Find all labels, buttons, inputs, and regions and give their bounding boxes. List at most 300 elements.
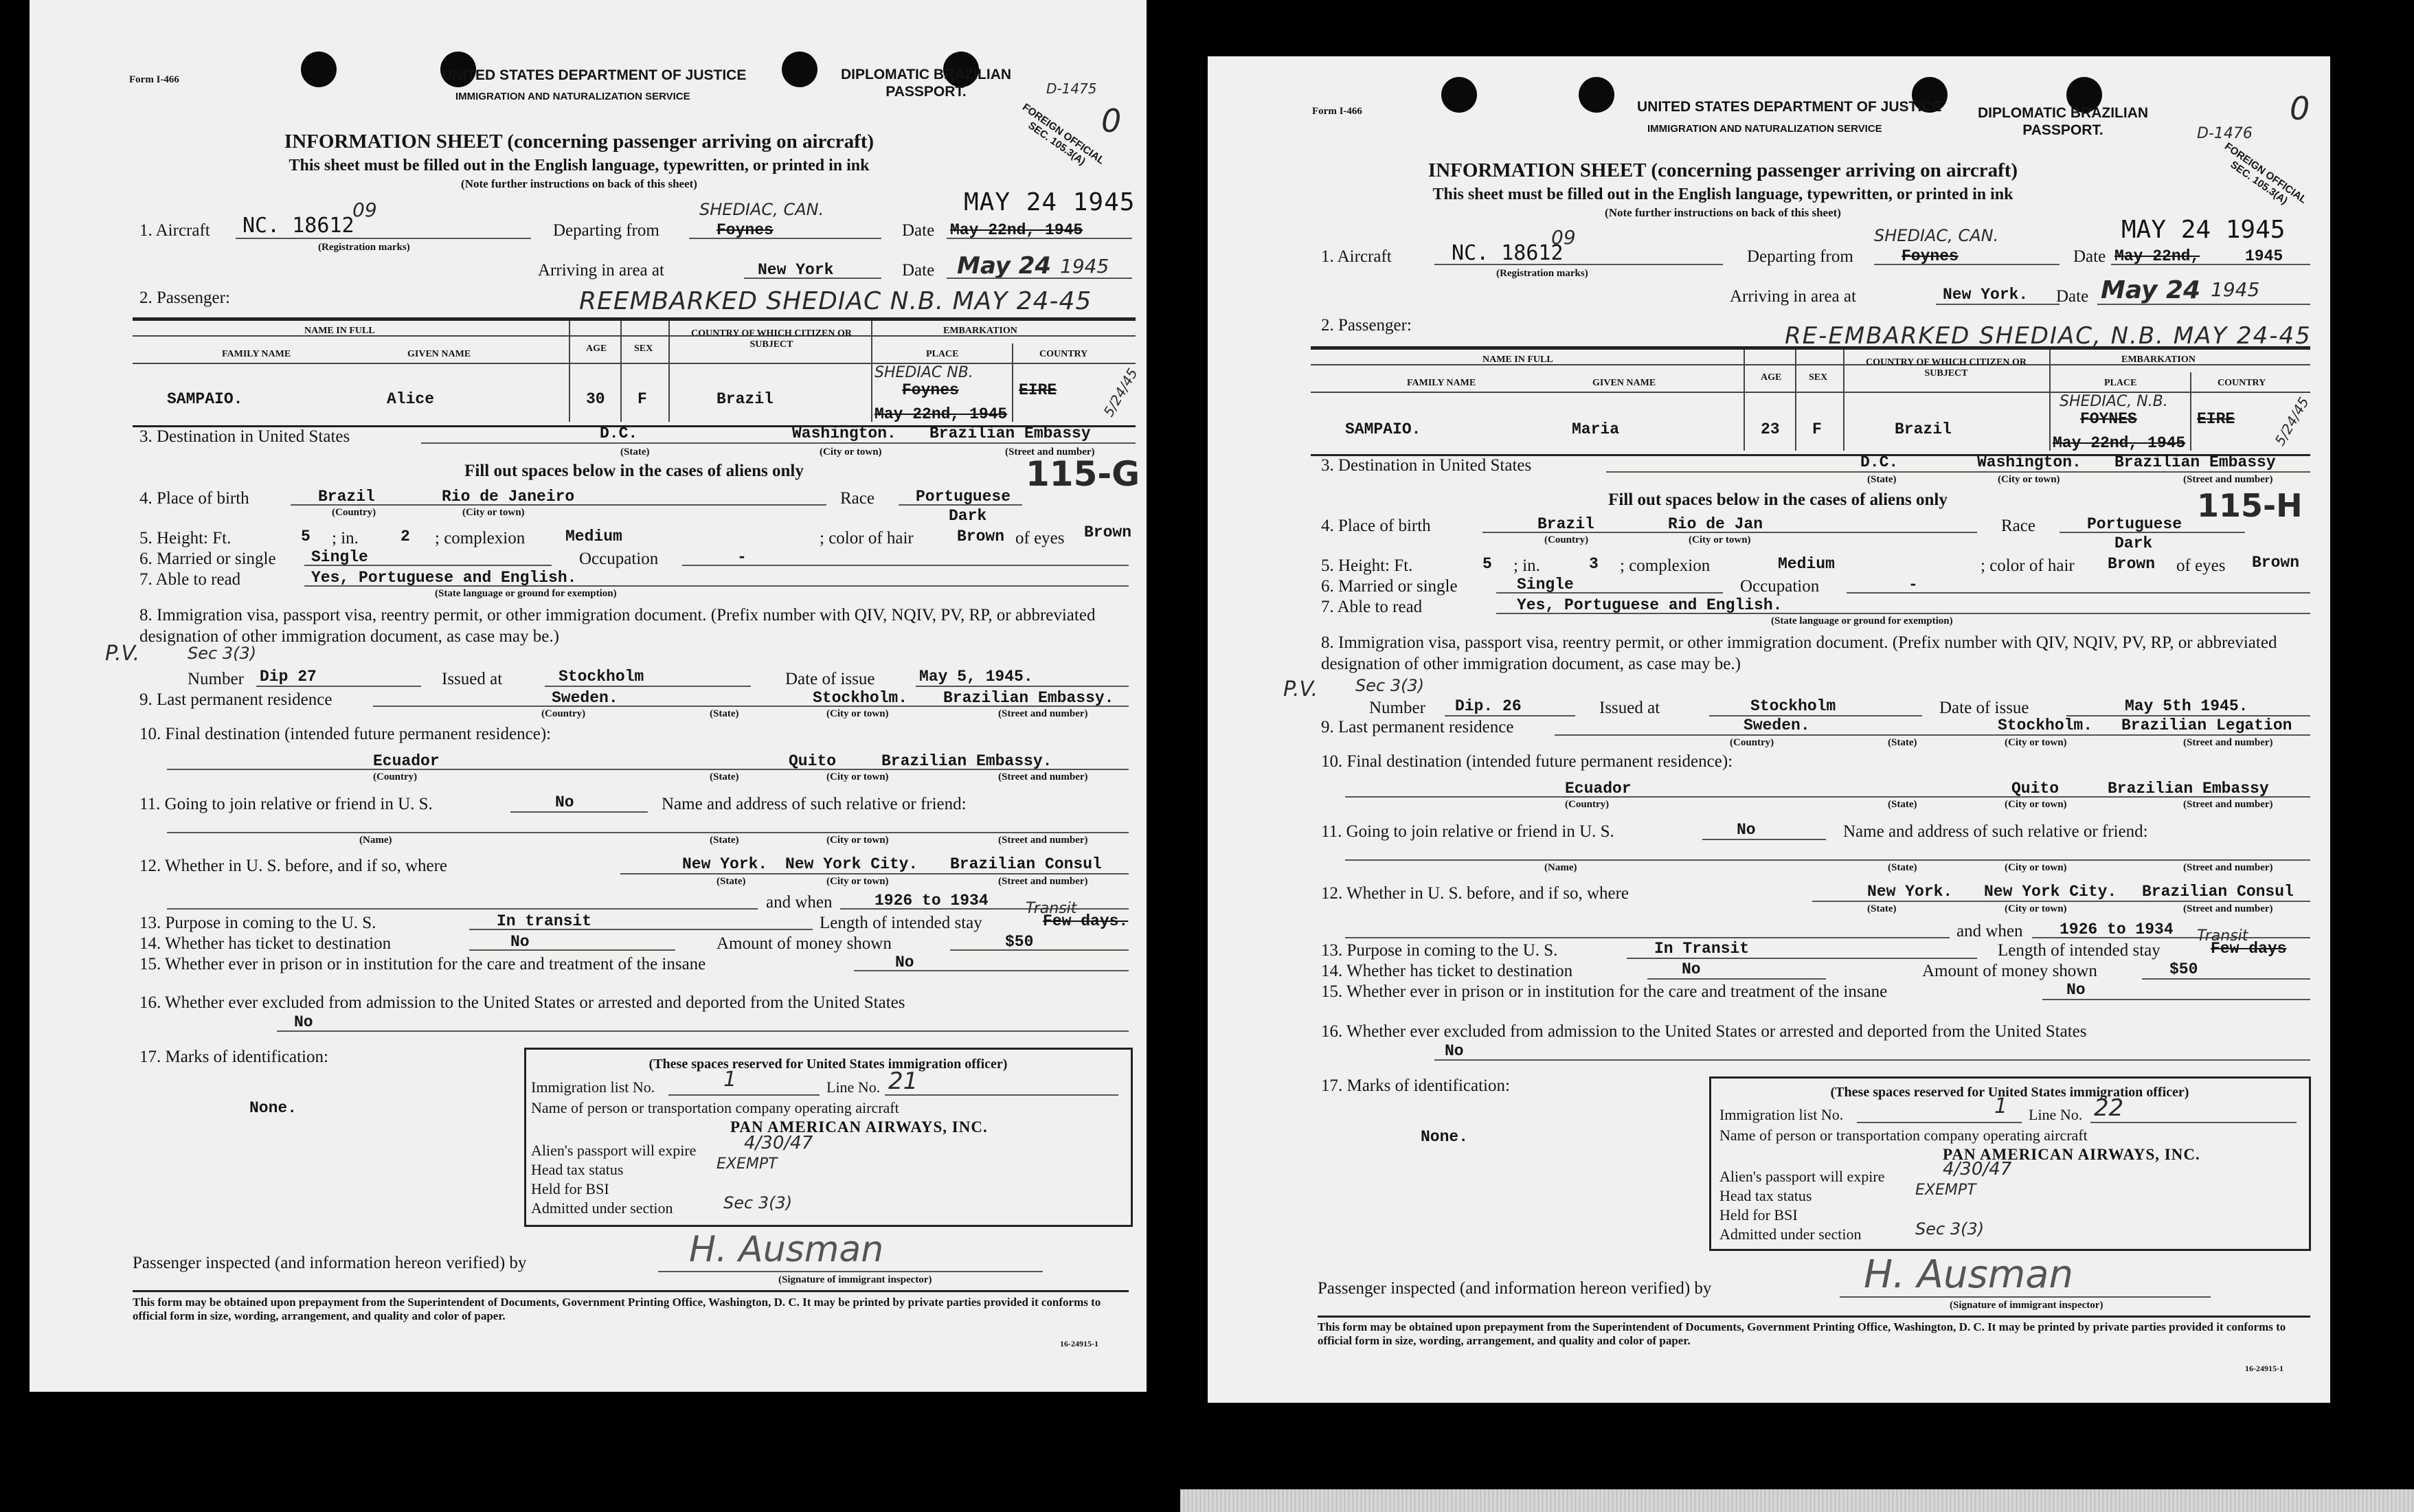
head-tax-label: Head tax status	[1719, 1187, 1812, 1204]
punch-hole	[301, 52, 337, 87]
prior-visit-state: New York.	[682, 855, 768, 873]
ticket: No	[1682, 960, 1701, 978]
agency-name: UNITED STATES DEPARTMENT OF JUSTICE	[1637, 99, 1942, 115]
issued-at-label: Issued at	[1599, 699, 1660, 717]
document-number: D-1475	[1046, 80, 1097, 97]
passenger-label: 2. Passenger:	[1321, 316, 1412, 335]
footer-text: This form may be obtained upon prepayment from the Superintendent of Documents, Government Printing Office, Washington, D. C. It may be printed by private parties provided it conforms to official form in size, wording, arrangement, and quality and color of paper.	[1318, 1320, 2286, 1348]
aircraft-number: NC. 18612	[242, 214, 354, 238]
circle-mark: 0	[1101, 102, 1122, 139]
married-label: 6. Married or single	[139, 550, 276, 568]
read-label: 7. Able to read	[1321, 598, 1423, 616]
birth-country: Brazil	[318, 488, 375, 506]
visa-label: 8. Immigration visa, passport visa, reentry permit, or other immigration document. (Prefix number with QIV, NQIV, PV, RP, or abbreviated designation of other immigration document, as case may be.)	[139, 606, 1096, 646]
purpose-label: 13. Purpose in coming to the U. S.	[1321, 941, 1558, 960]
citizenship: Brazil	[1895, 420, 1952, 438]
street-caption: (Street and number)	[2183, 799, 2273, 810]
state-caption: (State)	[710, 835, 739, 846]
place-header: PLACE	[926, 349, 959, 359]
passport-expiry: 4/30/47	[744, 1133, 813, 1153]
departing-handwritten: SHEDIAC, CAN.	[1874, 226, 1999, 245]
street-caption: (Street and number)	[998, 835, 1088, 846]
visa-number: Dip. 26	[1455, 697, 1522, 715]
marks-label: 17. Marks of identification:	[139, 1048, 328, 1066]
company-name: PAN AMERICAN AIRWAYS, INC.	[1943, 1146, 2200, 1163]
prior-visit-years: 1926 to 1934	[875, 892, 989, 910]
company-label: Name of person or transportation company operating aircraft	[531, 1099, 899, 1116]
city-caption: (City or town)	[826, 771, 889, 782]
departing-place: Foynes	[717, 221, 774, 239]
ticket: No	[510, 933, 530, 951]
race-note: Dark	[2114, 534, 2153, 552]
street-caption: (Street and number)	[998, 876, 1088, 887]
destination-city: Washington.	[1977, 453, 2082, 471]
circle-mark: 0	[2290, 90, 2310, 127]
footer-code: 16-24915-1	[2245, 1364, 2283, 1373]
country-citizen-header: COUNTRY OF WHICH CITIZEN OR SUBJECT	[691, 328, 852, 350]
embarkation-country: EIRE	[2197, 410, 2235, 428]
birth-label: 4. Place of birth	[139, 489, 249, 508]
height-label: 5. Height: Ft.	[139, 529, 232, 548]
ticket-label: 14. Whether has ticket to destination	[139, 934, 392, 953]
issued-at-label: Issued at	[442, 670, 503, 688]
head-tax-status: EXEMPT	[1915, 1182, 1976, 1199]
residence-street: Brazilian Legation	[2121, 716, 2292, 734]
stay-label: Length of intended stay	[1998, 941, 2161, 960]
family-name: SAMPAIO.	[1345, 420, 1421, 438]
final-country: Ecuador	[1565, 780, 1632, 798]
list-number-label: Immigration list No.	[531, 1079, 655, 1096]
issued-at: Stockholm	[1750, 697, 1836, 715]
aircraft-number: NC. 18612	[1452, 241, 1564, 265]
foreign-official-stamp: FOREIGN OFFICIAL SEC. 105.3(A)	[1020, 101, 1107, 168]
final-destination-label: 10. Final destination (intended future permanent residence):	[139, 725, 552, 743]
state-caption: (State)	[1888, 737, 1917, 748]
age: 30	[586, 390, 605, 408]
foreign-official-stamp: FOREIGN OFFICIAL SEC. 105.3(A)	[2222, 140, 2309, 207]
complexion: Medium	[1778, 555, 1835, 573]
money-shown: $50	[1005, 933, 1034, 951]
race-label: Race	[840, 489, 875, 508]
admitted-label: Admitted under section	[531, 1199, 673, 1217]
state-caption: (State)	[1888, 799, 1917, 810]
given-name-header: GIVEN NAME	[407, 349, 471, 359]
identification-marks: None.	[1421, 1128, 1469, 1146]
state-caption: (State)	[1888, 862, 1917, 873]
join-name-label: Name and address of such relative or friend:	[1843, 822, 2148, 841]
state-caption: (State)	[710, 771, 739, 782]
sex: F	[638, 390, 647, 408]
state-caption: (State)	[620, 447, 650, 458]
embarkation-date-note: 5/24/45	[1100, 365, 1141, 420]
date-label: Date	[902, 221, 935, 240]
city-caption: (City or town)	[2005, 737, 2067, 748]
form-title: INFORMATION SHEET (concerning passenger arriving on aircraft)	[284, 131, 875, 153]
ticket-label: 14. Whether has ticket to destination	[1321, 962, 1573, 980]
hair-label: ; color of hair	[1981, 556, 2075, 575]
issue-date: May 5, 1945.	[919, 668, 1033, 686]
purpose-label: 13. Purpose in coming to the U. S.	[139, 914, 376, 932]
reembarked-note: RE-EMBARKED SHEDIAC, N.B. MAY 24-45	[1785, 322, 2312, 350]
sex-header: SEX	[1809, 372, 1828, 383]
hair-color: Brown	[2108, 555, 2156, 573]
officer-section-heading: (These spaces reserved for United States immigration officer)	[1830, 1085, 2189, 1100]
eye-color: Brown	[1084, 523, 1132, 541]
agency-name: UNITED STATES DEPARTMENT OF JUSTICE	[442, 67, 747, 83]
given-name-header: GIVEN NAME	[1592, 378, 1656, 388]
money-label: Amount of money shown	[1922, 962, 2097, 980]
birth-city: Rio de Janeiro	[442, 488, 575, 506]
country-caption: (Country)	[332, 507, 376, 518]
street-caption: (Street and number)	[2183, 903, 2273, 914]
given-name: Alice	[387, 390, 435, 408]
arrival-year: 1945	[2211, 278, 2260, 301]
city-caption: (City or town)	[2005, 799, 2067, 810]
passenger-label: 2. Passenger:	[139, 289, 230, 307]
list-number: 1	[723, 1068, 737, 1092]
money-label: Amount of money shown	[717, 934, 892, 953]
passport-note: DIPLOMATIC BRAZILIAN PASSPORT.	[840, 67, 1012, 100]
country-header: COUNTRY	[1039, 349, 1088, 359]
languages: Yes, Portuguese and English.	[1517, 596, 1783, 614]
pv-note: P.V.	[105, 642, 140, 666]
issued-at: Stockholm	[559, 668, 644, 686]
join-label: 11. Going to join relative or friend in U. S.	[139, 795, 433, 813]
read-label: 7. Able to read	[139, 570, 241, 589]
eyes-label: of eyes	[1015, 529, 1065, 548]
aircraft-correction: 09	[352, 199, 377, 221]
citizenship: Brazil	[717, 390, 774, 408]
footer-code: 16-24915-1	[1060, 1339, 1098, 1349]
state-caption: (State)	[1867, 474, 1897, 485]
last-residence-label: 9. Last permanent residence	[1321, 718, 1514, 736]
punch-hole	[782, 52, 817, 87]
company-name: PAN AMERICAN AIRWAYS, INC.	[730, 1118, 988, 1136]
state-caption: (State)	[1867, 903, 1897, 914]
reembarked-note: REEMBARKED SHEDIAC N.B. MAY 24-45	[579, 287, 1092, 315]
sex-header: SEX	[634, 343, 653, 354]
family-name: SAMPAIO.	[167, 390, 243, 408]
embarkation-place: FOYNES	[2080, 410, 2137, 428]
section-note: Sec 3(3)	[1355, 676, 1425, 695]
form-note: (Note further instructions on back of this sheet)	[461, 177, 697, 190]
country-caption: (Country)	[1544, 534, 1589, 545]
issue-date-label: Date of issue	[1939, 699, 2029, 717]
arrival-date: May 24	[957, 252, 1052, 280]
embarkation-header: EMBARKATION	[2121, 354, 2196, 365]
excluded: No	[1445, 1042, 1464, 1060]
destination-city: Washington.	[792, 425, 896, 442]
admitted-label: Admitted under section	[1719, 1226, 1862, 1243]
prison: No	[2066, 981, 2086, 999]
city-caption: (City or town)	[820, 447, 882, 458]
state-caption: (State)	[710, 708, 739, 719]
country-caption: (Country)	[1565, 799, 1610, 810]
state-caption: (State)	[717, 876, 746, 887]
street-caption: (Street and number)	[998, 771, 1088, 782]
scan-edge-strip	[1180, 1489, 2414, 1512]
prior-visit-city: New York City.	[785, 855, 918, 873]
name-caption: (Name)	[359, 835, 392, 846]
head-tax-label: Head tax status	[531, 1161, 624, 1178]
occupation-label: Occupation	[1740, 577, 1820, 596]
race-label: Race	[2001, 517, 2035, 535]
stay-handwritten: Transit	[2197, 927, 2248, 945]
stay-length: Few days	[2211, 940, 2287, 958]
aliens-only-heading: Fill out spaces below in the cases of aliens only	[1608, 490, 1948, 509]
birth-label: 4. Place of birth	[1321, 517, 1431, 535]
residence-street: Brazilian Embassy.	[943, 689, 1114, 707]
aliens-only-heading: Fill out spaces below in the cases of aliens only	[464, 462, 804, 480]
prior-visit-label: 12. Whether in U. S. before, and if so, where	[139, 857, 448, 875]
and-when-label: and when	[1956, 922, 2023, 940]
final-street: Brazilian Embassy.	[881, 752, 1052, 770]
language-caption: (State language or ground for exemption)	[435, 588, 617, 599]
complexion-label: ; complexion	[1620, 556, 1711, 575]
admitted-section: Sec 3(3)	[1915, 1219, 1985, 1239]
inspected-label: Passenger inspected (and information hereon verified) by	[1318, 1279, 1712, 1298]
excluded-label: 16. Whether ever excluded from admission to the United States or arrested and deported from the United States	[139, 993, 905, 1012]
final-street: Brazilian Embassy	[2108, 780, 2269, 798]
departure-date-typed: May 22nd, 1945	[950, 221, 1083, 239]
and-when-label: and when	[766, 893, 833, 912]
excluded-label: 16. Whether ever excluded from admission to the United States or arrested and deported from the United States	[1321, 1022, 2087, 1041]
complexion: Medium	[565, 528, 622, 545]
prior-visit-state: New York.	[1867, 883, 1953, 901]
destination-street: Brazilian Embassy	[2114, 453, 2276, 471]
destination-label: 3. Destination in United States	[139, 427, 350, 446]
embarkation-header: EMBARKATION	[943, 326, 1017, 336]
languages: Yes, Portuguese and English.	[311, 569, 577, 587]
arrival-date-label: Date	[2056, 287, 2089, 306]
info-sheet-1	[30, 0, 1147, 1392]
join-name-label: Name and address of such relative or friend:	[662, 795, 967, 813]
destination-street: Brazilian Embassy	[929, 425, 1091, 442]
service-name: IMMIGRATION AND NATURALIZATION SERVICE	[455, 91, 690, 102]
visa-number-label: Number	[188, 670, 244, 688]
passport-note: DIPLOMATIC BRAZILIAN PASSPORT.	[1977, 105, 2149, 139]
head-tax-status: EXEMPT	[717, 1155, 778, 1173]
line-number: 22	[2094, 1094, 2124, 1122]
arriving-place: New York.	[1943, 286, 2029, 304]
form-number: Form I-466	[129, 74, 179, 85]
street-caption: (Street and number)	[1005, 447, 1095, 458]
family-name-header: FAMILY NAME	[1407, 378, 1476, 388]
country-caption: (Country)	[1730, 737, 1774, 748]
identification-marks: None.	[249, 1099, 297, 1117]
list-number-label: Immigration list No.	[1719, 1106, 1844, 1123]
visa-number: Dip 27	[260, 668, 317, 686]
aircraft-label: 1. Aircraft	[1321, 247, 1392, 266]
age-header: AGE	[1761, 372, 1782, 383]
arrival-year: 1945	[1060, 255, 1109, 278]
expire-label: Alien's passport will expire	[531, 1142, 697, 1159]
height-label: 5. Height: Ft.	[1321, 556, 1413, 575]
arrival-date: May 24	[2101, 276, 2201, 304]
arrival-date-label: Date	[902, 261, 935, 280]
pv-note: P.V.	[1283, 677, 1318, 701]
admitted-section: Sec 3(3)	[723, 1193, 793, 1212]
passport-expiry: 4/30/47	[1943, 1159, 2012, 1180]
city-caption: (City or town)	[2005, 862, 2067, 873]
arriving-label: Arriving in area at	[538, 261, 664, 280]
given-name: Maria	[1572, 420, 1620, 438]
destination-label: 3. Destination in United States	[1321, 456, 1532, 475]
embarkation-place-handwritten: SHEDIAC NB.	[875, 364, 973, 381]
purpose: In Transit	[1654, 940, 1750, 958]
form-number: Form I-466	[1312, 106, 1362, 117]
city-caption: (City or town)	[462, 507, 525, 518]
last-residence-label: 9. Last permanent residence	[139, 690, 332, 709]
family-name-header: FAMILY NAME	[222, 349, 291, 359]
occupation-label: Occupation	[579, 550, 659, 568]
city-caption: (City or town)	[1689, 534, 1751, 545]
city-caption: (City or town)	[826, 708, 889, 719]
prior-visit-label: 12. Whether in U. S. before, and if so, where	[1321, 884, 1629, 903]
departure-date-typed: May 22nd,	[2114, 247, 2200, 265]
embarkation-place: Foynes	[902, 381, 959, 399]
line-number: 21	[888, 1068, 918, 1095]
prior-visit-years: 1926 to 1934	[2060, 921, 2174, 938]
country-citizen-header: COUNTRY OF WHICH CITIZEN OR SUBJECT	[1866, 357, 2027, 379]
form-subtitle: This sheet must be filled out in the English language, typewritten, or printed in ink	[1432, 185, 2013, 203]
height-feet: 5	[301, 528, 311, 545]
country-caption: (Country)	[373, 771, 418, 782]
info-sheet-2	[1208, 56, 2330, 1403]
issue-date-label: Date of issue	[785, 670, 875, 688]
marks-label: 17. Marks of identification:	[1321, 1076, 1510, 1095]
destination-state: D.C.	[1860, 453, 1899, 471]
sex: F	[1812, 420, 1822, 438]
inspector-signature: H. Ausman	[689, 1229, 884, 1270]
inspector-signature: H. Ausman	[1864, 1252, 2074, 1297]
reg-marks-caption: (Registration marks)	[318, 242, 410, 253]
file-number: 115-G	[1026, 454, 1140, 494]
country-header: COUNTRY	[2218, 378, 2266, 388]
country-caption: (Country)	[541, 708, 586, 719]
punch-hole	[1579, 77, 1614, 113]
destination-state: D.C.	[600, 425, 638, 442]
inspected-label: Passenger inspected (and information hereon verified) by	[133, 1254, 527, 1272]
service-name: IMMIGRATION AND NATURALIZATION SERVICE	[1647, 123, 1882, 135]
residence-city: Stockholm.	[1998, 716, 2093, 734]
join-relative: No	[1737, 821, 1756, 839]
prior-visit-street: Brazilian Consul	[950, 855, 1102, 873]
company-label: Name of person or transportation company operating aircraft	[1719, 1127, 2088, 1144]
height-inches: 3	[1589, 555, 1599, 573]
birth-city: Rio de Jan	[1668, 515, 1763, 533]
age-header: AGE	[586, 343, 607, 354]
bsi-label: Held for BSI	[1719, 1206, 1798, 1223]
height-feet: 5	[1482, 555, 1492, 573]
form-title: INFORMATION SHEET (concerning passenger arriving on aircraft)	[1428, 159, 2018, 181]
bsi-label: Held for BSI	[531, 1180, 609, 1197]
departing-label: Departing from	[1747, 247, 1853, 266]
embarkation-date-note: 5/24/45	[2271, 394, 2312, 449]
eye-color: Brown	[2252, 554, 2300, 572]
prison-label: 15. Whether ever in prison or in institution for the care and treatment of the insane	[139, 955, 706, 973]
arriving-label: Arriving in area at	[1730, 287, 1856, 306]
punch-hole	[1441, 77, 1477, 113]
hair-label: ; color of hair	[820, 529, 914, 548]
signature-caption: (Signature of immigrant inspector)	[1950, 1300, 2103, 1311]
line-number-label: Line No.	[2029, 1106, 2083, 1123]
purpose: In transit	[497, 912, 592, 930]
join-relative: No	[555, 793, 574, 811]
occupation: -	[1908, 576, 1918, 594]
inches-label: ; in.	[1513, 556, 1540, 575]
departing-label: Departing from	[553, 221, 659, 240]
final-country: Ecuador	[373, 752, 440, 770]
name-in-full-header: NAME IN FULL	[1482, 354, 1553, 365]
residence-country: Sweden.	[552, 689, 618, 707]
age: 23	[1761, 420, 1780, 438]
departing-place: Foynes	[1902, 247, 1959, 265]
birth-country: Brazil	[1537, 515, 1594, 533]
prison-label: 15. Whether ever in prison or in institution for the care and treatment of the insane	[1321, 982, 1888, 1001]
marital-status: Single	[311, 548, 368, 566]
hair-color: Brown	[957, 528, 1005, 545]
date-stamp: MAY 24 1945	[964, 188, 1136, 216]
typed-date-repeat: May 22nd, 1945	[875, 405, 1008, 423]
money-shown: $50	[2169, 960, 2198, 978]
prison: No	[895, 954, 914, 971]
reg-marks-caption: (Registration marks)	[1496, 268, 1588, 279]
name-caption: (Name)	[1544, 862, 1577, 873]
final-destination-label: 10. Final destination (intended future permanent residence):	[1321, 752, 1733, 771]
embarkation-place-handwritten: SHEDIAC, N.B.	[2060, 393, 2168, 410]
final-city: Quito	[2011, 780, 2060, 798]
place-header: PLACE	[2104, 378, 2137, 388]
aircraft-label: 1. Aircraft	[139, 221, 210, 240]
footer-text: This form may be obtained upon prepayment from the Superintendent of Documents, Government Printing Office, Washington, D. C. It may be printed by private parties provided it conforms to official form in size, wording, arrangement, and quality and color of paper.	[133, 1296, 1101, 1323]
race: Portuguese	[2087, 515, 2182, 533]
arriving-place: New York	[758, 261, 834, 279]
form-subtitle: This sheet must be filled out in the English language, typewritten, or printed in ink	[289, 157, 870, 174]
stay-label: Length of intended stay	[820, 914, 982, 932]
city-caption: (City or town)	[1998, 474, 2060, 485]
eyes-label: of eyes	[2176, 556, 2226, 575]
departing-handwritten: SHEDIAC, CAN.	[699, 200, 824, 219]
date-stamp: MAY 24 1945	[2121, 216, 2286, 244]
typed-date-repeat: May 22nd, 1945	[2053, 434, 2186, 452]
embarkation-country: EIRE	[1019, 381, 1057, 399]
departure-year: 1945	[2245, 247, 2283, 265]
issue-date: May 5th 1945.	[2125, 697, 2248, 715]
prior-visit-street: Brazilian Consul	[2142, 883, 2294, 901]
residence-city: Stockholm.	[813, 689, 908, 707]
stay-length: Few days.	[1043, 912, 1129, 930]
section-note: Sec 3(3)	[188, 644, 257, 663]
language-caption: (State language or ground for exemption)	[1771, 616, 1953, 627]
married-label: 6. Married or single	[1321, 577, 1458, 596]
street-caption: (Street and number)	[2183, 474, 2273, 485]
height-inches: 2	[401, 528, 410, 545]
city-caption: (City or town)	[826, 876, 889, 887]
document-number: D-1476	[2197, 125, 2253, 142]
city-caption: (City or town)	[826, 835, 889, 846]
street-caption: (Street and number)	[2183, 737, 2273, 748]
date-label: Date	[2073, 247, 2106, 266]
signature-caption: (Signature of immigrant inspector)	[778, 1274, 932, 1285]
race: Portuguese	[916, 488, 1011, 506]
stay-handwritten: Transit	[1026, 900, 1077, 917]
visa-number-label: Number	[1369, 699, 1425, 717]
join-label: 11. Going to join relative or friend in U. S.	[1321, 822, 1614, 841]
complexion-label: ; complexion	[435, 529, 526, 548]
aircraft-correction: 09	[1551, 226, 1576, 249]
inches-label: ; in.	[332, 529, 359, 548]
